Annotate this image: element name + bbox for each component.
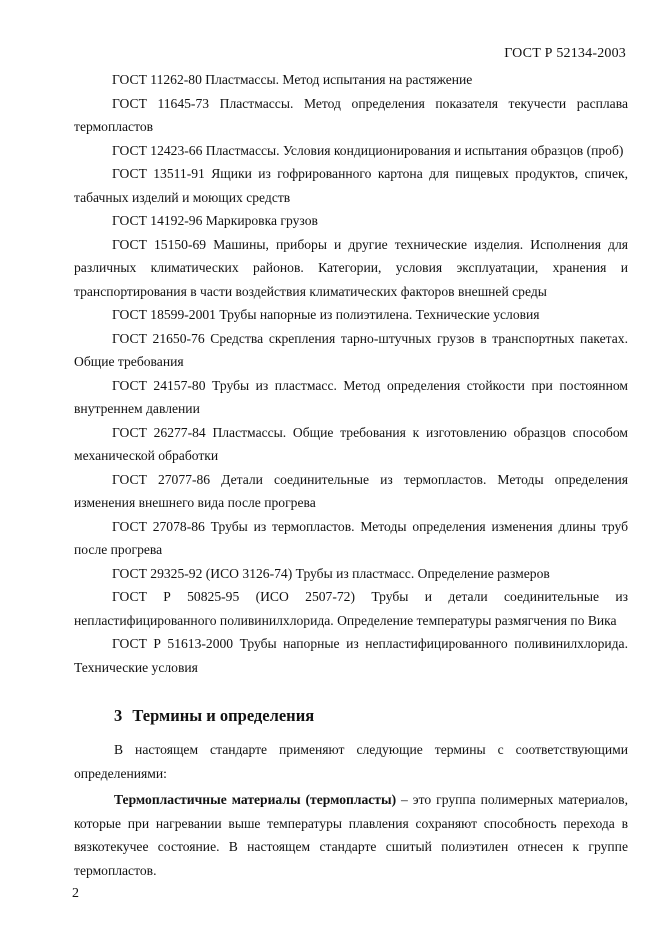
reference-text: Трубы напорные из непластифицированного поливинилхлорида. Технические условия: [74, 636, 628, 675]
reference-code: ГОСТ Р 51613-2000: [112, 636, 234, 651]
section-title: Термины и определения: [132, 706, 315, 725]
reference-text: Пластмассы. Метод определения показателя текучести расплава термопластов: [74, 95, 628, 134]
reference-item: [74, 632, 628, 679]
reference-code: ГОСТ 26277-84: [112, 424, 206, 440]
reference-code: ГОСТ 27077-86: [112, 471, 211, 487]
references-list: [74, 68, 628, 679]
reference-text: Ящики из гофрированного картона для пищевых продуктов, спичек, табачных изделий и моющих средств: [74, 166, 628, 205]
reference-code: ГОСТ 14192-96: [112, 213, 203, 228]
reference-item: [74, 92, 628, 139]
reference-code: ГОСТ 13511-91: [112, 166, 205, 181]
reference-text: Трубы напорные из полиэтилена. Технические условия: [219, 307, 540, 322]
reference-item: [74, 162, 628, 209]
reference-code: ГОСТ 21650-76: [112, 330, 205, 346]
document-header: ГОСТ Р 52134-2003: [504, 46, 626, 61]
reference-code: ГОСТ 15150-69: [112, 236, 207, 252]
section-intro: В настоящем стандарте применяют следующие термины с соответствующими определениями:: [74, 742, 628, 781]
reference-text: Пластмассы. Метод испытания на растяжение: [205, 72, 473, 87]
reference-text: Пластмассы. Условия кондиционирования и испытания образцов (проб): [205, 142, 624, 158]
reference-code: ГОСТ 24157-80: [112, 377, 206, 393]
section-heading: [114, 706, 628, 726]
reference-item: [74, 209, 628, 233]
reference-item: [74, 515, 628, 562]
reference-item: [74, 303, 628, 327]
section-number: 3: [114, 706, 123, 725]
reference-text: Трубы из пластмасс. Определение размеров: [295, 565, 550, 581]
reference-code: ГОСТ 11645-73: [112, 95, 210, 111]
reference-item: [74, 327, 628, 374]
reference-text: Трубы из пластмасс. Метод определения стойкости при постоянном внутреннем давлении: [74, 377, 629, 416]
reference-item: [74, 68, 628, 92]
reference-code: ГОСТ Р 50825-95 (ИСО 2507-72): [112, 589, 355, 604]
reference-code: ГОСТ 29325-92 (ИСО 3126-74): [112, 565, 293, 581]
definition-term: Термопластичные материалы (термопласты): [114, 792, 397, 807]
reference-text: Пластмассы. Общие требования к изготовлению образцов способом механической обработки: [74, 424, 628, 463]
reference-item: [74, 374, 628, 421]
reference-text: Машины, приборы и другие технические изделия. Исполнения для различных климатических районов. Категории, условия эксплуатации, хранения и транспортирования в части воздействия климатических факторов внешней среды: [74, 236, 628, 299]
reference-text: Средства скрепления тарно-штучных грузов в транспортных пакетах. Общие требования: [74, 330, 628, 369]
reference-code: ГОСТ 12423-66: [112, 142, 203, 158]
reference-item: [74, 562, 628, 586]
definition-text: – это группа полимерных материалов, которые при нагревании выше температуры плавления сохраняют способность перехода в вязкотекучее состояние. В настоящем стандарте сшитый полиэтилен отнесен к группе термопластов.: [74, 792, 628, 878]
reference-item: [74, 421, 628, 468]
reference-item: [74, 468, 628, 515]
reference-text: Трубы из термопластов. Методы определения изменения длины труб после прогрева: [74, 518, 628, 557]
page-number: 2: [72, 886, 79, 901]
reference-item: [74, 585, 628, 632]
reference-text: Маркировка грузов: [205, 213, 318, 228]
page-content: [74, 68, 628, 885]
reference-code: ГОСТ 27078-86: [112, 518, 205, 534]
reference-text: Детали соединительные из термопластов. Методы определения изменения внешнего вида после прогрева: [74, 471, 628, 510]
reference-code: ГОСТ 18599-2001: [112, 307, 216, 322]
reference-text: Трубы и детали соединительные из непластифицированного поливинилхлорида. Определение температуры размягчения по Вика: [74, 589, 628, 628]
definition-paragraph: [74, 788, 628, 882]
reference-code: ГОСТ 11262-80: [112, 72, 202, 87]
reference-item: [74, 139, 628, 163]
reference-item: [74, 233, 628, 304]
